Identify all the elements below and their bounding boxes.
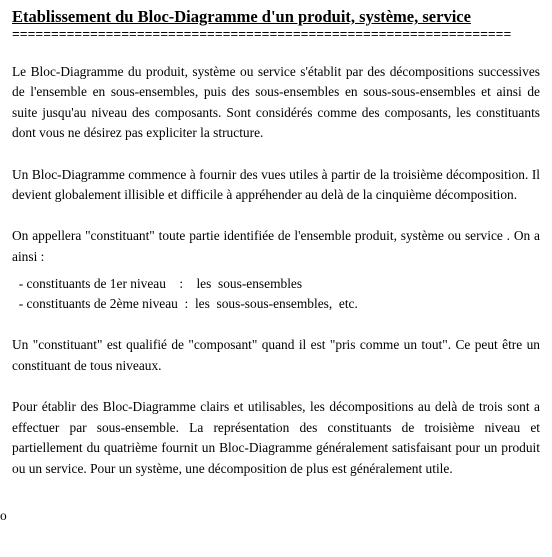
paragraph-usefulness: Un Bloc-Diagramme commence à fournir des vues utiles à partir de la troisième décomposition. Il devient globalement illisible et difficile à appréhender au delà de la cinquième décomposition. xyxy=(12,166,540,203)
document-body xyxy=(12,6,540,479)
spacer xyxy=(12,315,540,336)
paragraph-constituant-definition: On appellera "constituant" toute partie identifiée de l'ensemble produit, système ou service . On a ainsi : xyxy=(12,228,540,264)
list-item-level-2: - constituants de 2ème niveau : les sous-sous-ensembles, etc. xyxy=(12,296,358,312)
spacer xyxy=(12,377,540,398)
list-item-level-1: - constituants de 1er niveau : les sous-ensembles xyxy=(12,275,303,291)
spacer xyxy=(12,144,540,165)
paragraph-composant-definition: Un "constituant" est qualifié de "composant" quand il est "pris comme un tout". Ce peut être un constituant de tous niveaux. xyxy=(12,337,540,373)
spacer xyxy=(12,41,540,62)
title-underline-rule: ================================================================ xyxy=(12,29,512,41)
stray-glyph: o xyxy=(0,508,7,523)
page-title: Etablissement du Bloc-Diagramme d'un produit, système, service xyxy=(12,7,471,26)
spacer xyxy=(12,206,540,227)
paragraph-intro: Le Bloc-Diagramme du produit, système ou service s'établit par des décompositions successives de l'ensemble en sous-ensembles, puis des sous-ensembles en sous-sous-ensembles et ainsi de suite jusqu'au niveau des composants. Sont considérés comme des composants, les constituants dont vous ne désirez pas expliciter la structure. xyxy=(12,63,540,141)
paragraph-decomposition-advice: Pour établir des Bloc-Diagramme clairs et utilisables, les décompositions au delà de trois sont a effectuer par sous-ensemble. La représentation des constituants de troisième niveau et partiellement du quatrième fournit un Bloc-Diagramme généralement satisfaisant pour un produit ou un service. Pour un système, une décomposition de plus est généralement utile. xyxy=(12,399,540,476)
